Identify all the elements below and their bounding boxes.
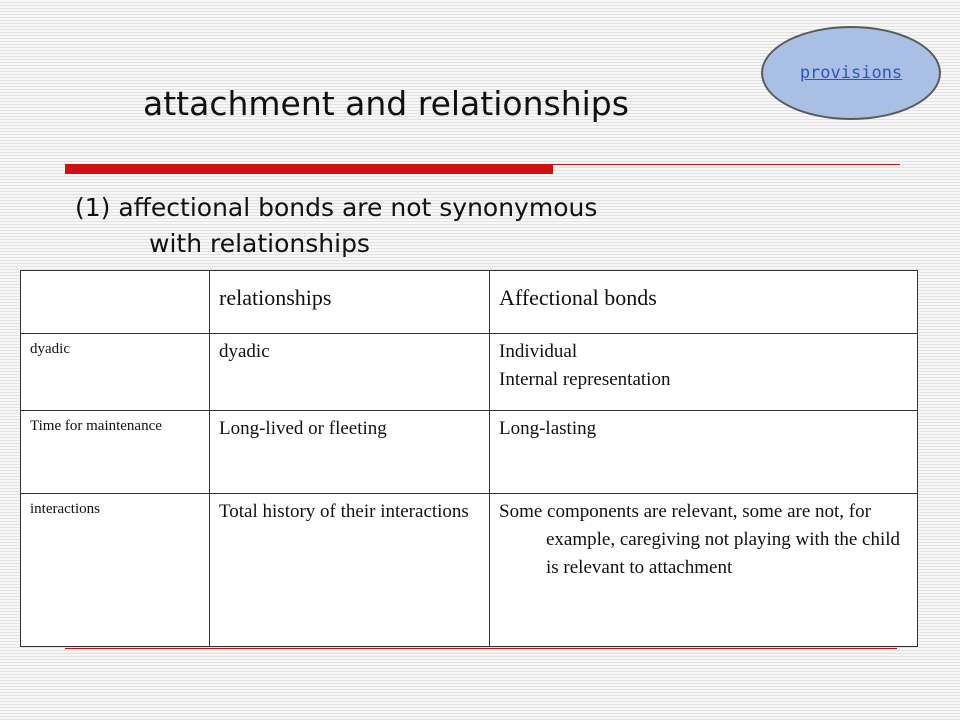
table-row (21, 411, 918, 494)
header-cell-relationships: relationships (210, 271, 490, 334)
bonds-line: Internal representation (499, 369, 671, 390)
slide-title: attachment and relationships (143, 84, 629, 123)
provisions-oval[interactable] (761, 26, 941, 120)
subtitle-line-2: with relationships (149, 229, 370, 258)
row-label: dyadic (21, 334, 210, 411)
slide-subtitle (75, 190, 835, 262)
title-underline-bar (65, 164, 553, 174)
bonds-text: Some components are relevant, some are not, for example, caregiving not playing with the child is relevant to attachment (499, 501, 901, 578)
relationships-text: Total history of their interactions (219, 501, 469, 522)
bottom-rule (65, 648, 897, 649)
table-header-row (21, 271, 918, 334)
bonds-cell (490, 494, 918, 647)
relationships-cell: Long-lived or fleeting (210, 411, 490, 494)
bonds-line: Individual (499, 341, 578, 362)
header-cell-affectional-bonds: Affectional bonds (490, 271, 918, 334)
relationships-cell (210, 494, 490, 647)
bonds-cell (490, 334, 918, 411)
provisions-link[interactable]: provisions (799, 63, 903, 83)
row-label: Time for maintenance (21, 411, 210, 494)
row-label: interactions (21, 494, 210, 647)
subtitle-line-1: (1) affectional bonds are not synonymous (75, 193, 598, 222)
comparison-table (20, 270, 918, 647)
table-row (21, 334, 918, 411)
header-cell-empty (21, 271, 210, 334)
table-row (21, 494, 918, 647)
bonds-cell: Long-lasting (490, 411, 918, 494)
relationships-cell: dyadic (210, 334, 490, 411)
title-underline-rule (553, 164, 900, 165)
